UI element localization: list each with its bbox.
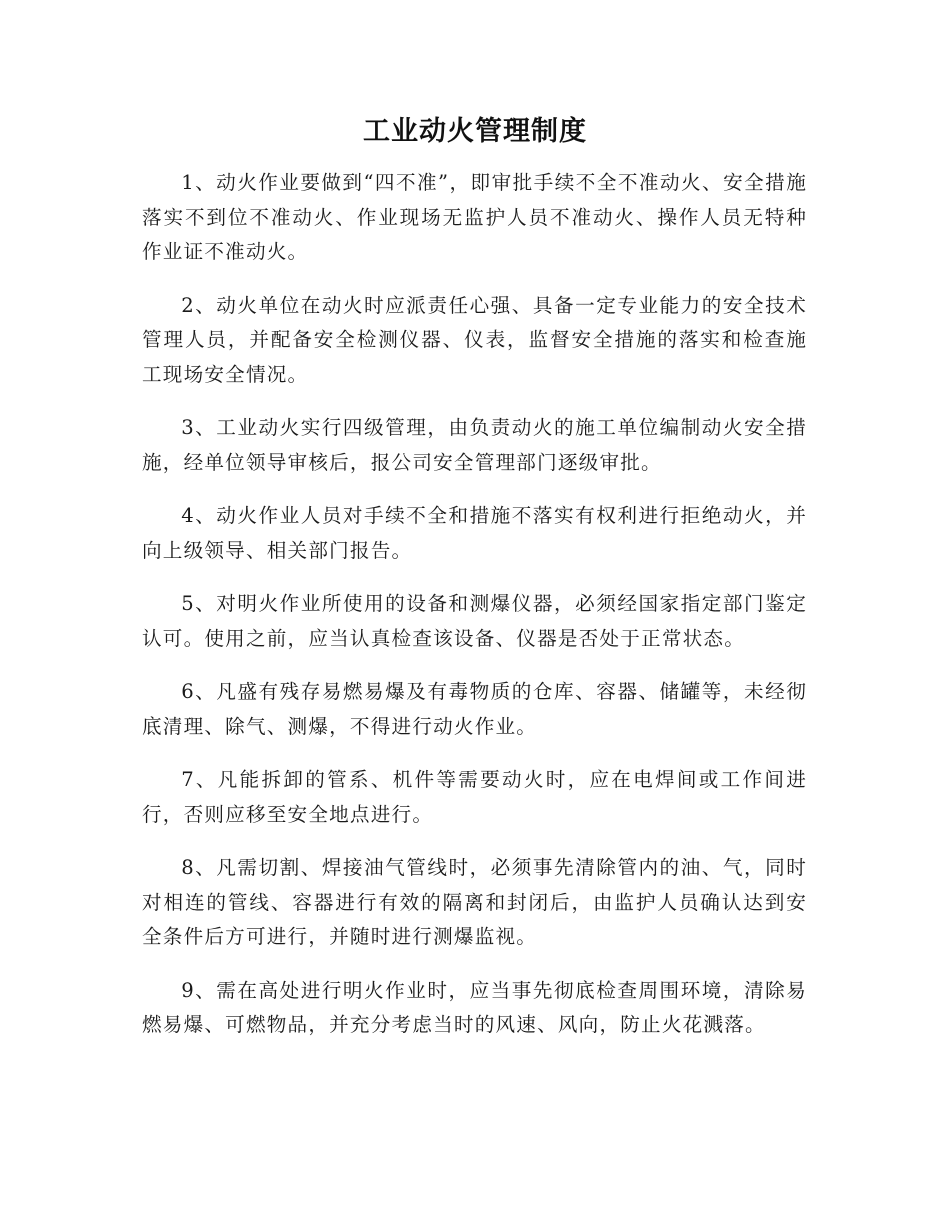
document-body [142,166,807,1062]
paragraph-6: 6、凡盛有残存易燃易爆及有毒物质的仓库、容器、储罐等，未经彻底清理、除气、测爆，不得进行动火作业。 [142,680,807,738]
document-title: 工业动火管理制度 [363,116,587,147]
paragraph-8: 8、凡需切割、焊接油气管线时，必须事先清除管内的油、气，同时对相连的管线、容器进行有效的隔离和封闭后，由监护人员确认达到安全条件后方可进行，并随时进行测爆监视。 [142,856,807,948]
paragraph-5: 5、对明火作业所使用的设备和测爆仪器，必须经国家指定部门鉴定认可。使用之前，应当认真检查该设备、仪器是否处于正常状态。 [142,592,807,650]
paragraph-7: 7、凡能拆卸的管系、机件等需要动火时，应在电焊间或工作间进行，否则应移至安全地点进行。 [142,768,807,826]
paragraph-3: 3、工业动火实行四级管理，由负责动火的施工单位编制动火安全措施，经单位领导审核后，报公司安全管理部门逐级审批。 [142,416,807,474]
paragraph-4: 4、动火作业人员对手续不全和措施不落实有权利进行拒绝动火，并向上级领导、相关部门报告。 [142,504,807,562]
paragraph-2: 2、动火单位在动火时应派责任心强、具备一定专业能力的安全技术管理人员，并配备安全检测仪器、仪表，监督安全措施的落实和检查施工现场安全情况。 [142,293,807,386]
paragraph-1: 1、动火作业要做到“四不准”，即审批手续不全不准动火、安全措施落实不到位不准动火、作业现场无监护人员不准动火、操作人员无特种作业证不准动火。 [142,171,807,263]
paragraph-9: 9、需在高处进行明火作业时，应当事先彻底检查周围环境，清除易燃易爆、可燃物品，并充分考虑当时的风速、风向，防止火花溅落。 [142,978,807,1036]
